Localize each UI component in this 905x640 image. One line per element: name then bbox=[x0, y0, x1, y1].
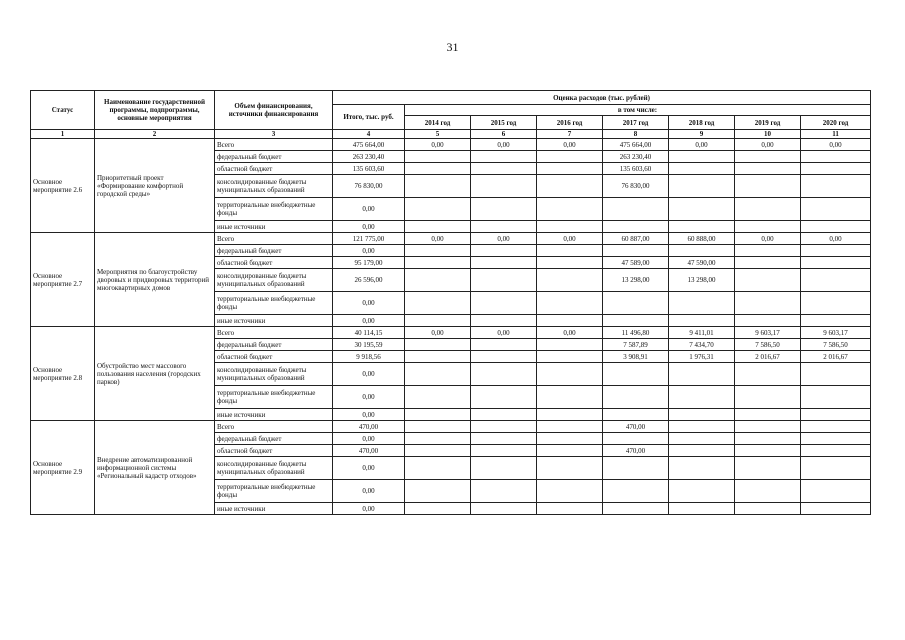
year-value bbox=[801, 433, 871, 445]
year-value bbox=[801, 245, 871, 257]
year-value bbox=[669, 245, 735, 257]
year-value bbox=[603, 245, 669, 257]
year-value bbox=[735, 421, 801, 433]
year-value bbox=[405, 175, 471, 198]
year-value bbox=[405, 198, 471, 221]
year-value bbox=[471, 221, 537, 233]
year-value bbox=[603, 292, 669, 315]
year-value bbox=[405, 457, 471, 480]
header-column-number: 1 bbox=[31, 130, 95, 139]
year-value bbox=[471, 257, 537, 269]
year-value: 470,00 bbox=[603, 445, 669, 457]
year-value bbox=[405, 339, 471, 351]
year-value bbox=[801, 151, 871, 163]
year-value: 76 830,00 bbox=[603, 175, 669, 198]
header-year: 2017 год bbox=[603, 116, 669, 130]
year-value bbox=[669, 386, 735, 409]
year-value: 0,00 bbox=[405, 139, 471, 151]
year-value bbox=[735, 175, 801, 198]
year-value bbox=[603, 457, 669, 480]
year-value bbox=[405, 480, 471, 503]
year-value bbox=[537, 245, 603, 257]
year-value bbox=[735, 198, 801, 221]
total-value: 0,00 bbox=[333, 198, 405, 221]
total-value: 0,00 bbox=[333, 409, 405, 421]
year-value bbox=[537, 445, 603, 457]
header-column-number: 5 bbox=[405, 130, 471, 139]
year-value bbox=[801, 163, 871, 175]
year-value bbox=[405, 421, 471, 433]
year-value: 7 586,50 bbox=[801, 339, 871, 351]
year-value bbox=[735, 221, 801, 233]
year-value bbox=[801, 445, 871, 457]
year-value bbox=[801, 480, 871, 503]
group-status: Основное мероприятие 2.9 bbox=[31, 421, 95, 515]
year-value bbox=[735, 269, 801, 292]
total-value: 0,00 bbox=[333, 386, 405, 409]
year-value bbox=[471, 445, 537, 457]
year-value bbox=[537, 503, 603, 515]
year-value bbox=[537, 421, 603, 433]
year-value bbox=[471, 163, 537, 175]
year-value bbox=[471, 351, 537, 363]
year-value bbox=[669, 198, 735, 221]
financing-source: федеральный бюджет bbox=[215, 433, 333, 445]
year-value bbox=[735, 315, 801, 327]
year-value bbox=[801, 269, 871, 292]
year-value bbox=[471, 409, 537, 421]
year-value bbox=[801, 292, 871, 315]
year-value bbox=[735, 433, 801, 445]
total-value: 30 195,59 bbox=[333, 339, 405, 351]
header-year: 2020 год bbox=[801, 116, 871, 130]
year-value bbox=[537, 151, 603, 163]
year-value: 11 496,80 bbox=[603, 327, 669, 339]
year-value bbox=[735, 292, 801, 315]
financing-source: федеральный бюджет bbox=[215, 339, 333, 351]
total-value: 0,00 bbox=[333, 221, 405, 233]
header-column-number: 6 bbox=[471, 130, 537, 139]
year-value bbox=[537, 363, 603, 386]
year-value bbox=[801, 457, 871, 480]
header-status: Статус bbox=[31, 91, 95, 130]
year-value bbox=[537, 221, 603, 233]
year-value bbox=[537, 339, 603, 351]
year-value bbox=[669, 163, 735, 175]
year-value: 263 230,40 bbox=[603, 151, 669, 163]
group-name: Мероприятия по благоустройству дворовых и придворовых территорий многоквартирных домов bbox=[95, 233, 215, 327]
header-column-number: 7 bbox=[537, 130, 603, 139]
financing-source: консолидированные бюджеты муниципальных образований bbox=[215, 175, 333, 198]
year-value: 2 016,67 bbox=[801, 351, 871, 363]
financing-source: областной бюджет bbox=[215, 257, 333, 269]
year-value: 0,00 bbox=[471, 327, 537, 339]
total-value: 40 114,15 bbox=[333, 327, 405, 339]
year-value bbox=[735, 503, 801, 515]
year-value bbox=[801, 175, 871, 198]
total-value: 26 596,00 bbox=[333, 269, 405, 292]
financing-source: областной бюджет bbox=[215, 445, 333, 457]
year-value bbox=[735, 163, 801, 175]
header-column-number: 9 bbox=[669, 130, 735, 139]
year-value bbox=[471, 503, 537, 515]
table-body bbox=[31, 139, 871, 515]
year-value bbox=[537, 163, 603, 175]
header-estimate: Оценка расходов (тыс. рублей) bbox=[333, 91, 871, 105]
year-value: 13 298,00 bbox=[603, 269, 669, 292]
year-value bbox=[735, 386, 801, 409]
year-value bbox=[471, 480, 537, 503]
year-value bbox=[669, 445, 735, 457]
financing-source: иные источники bbox=[215, 315, 333, 327]
year-value: 135 603,60 bbox=[603, 163, 669, 175]
year-value bbox=[537, 433, 603, 445]
year-value bbox=[801, 409, 871, 421]
year-value bbox=[537, 409, 603, 421]
year-value bbox=[405, 151, 471, 163]
year-value bbox=[735, 457, 801, 480]
year-value bbox=[471, 245, 537, 257]
year-value bbox=[603, 386, 669, 409]
year-value bbox=[405, 163, 471, 175]
year-value bbox=[471, 175, 537, 198]
year-value: 9 603,17 bbox=[801, 327, 871, 339]
year-value bbox=[735, 445, 801, 457]
year-value: 60 887,00 bbox=[603, 233, 669, 245]
year-value bbox=[405, 292, 471, 315]
year-value: 7 587,89 bbox=[603, 339, 669, 351]
table-row bbox=[31, 421, 871, 433]
header-total: Итого, тыс. руб. bbox=[333, 105, 405, 130]
total-value: 76 830,00 bbox=[333, 175, 405, 198]
year-value: 1 976,31 bbox=[669, 351, 735, 363]
year-value bbox=[735, 363, 801, 386]
year-value bbox=[735, 480, 801, 503]
year-value bbox=[537, 315, 603, 327]
year-value bbox=[801, 421, 871, 433]
group-status: Основное мероприятие 2.7 bbox=[31, 233, 95, 327]
year-value bbox=[669, 292, 735, 315]
year-value bbox=[471, 457, 537, 480]
year-value bbox=[669, 409, 735, 421]
total-value: 0,00 bbox=[333, 503, 405, 515]
header-year: 2015 год bbox=[471, 116, 537, 130]
financing-source: территориальные внебюджетные фонды bbox=[215, 292, 333, 315]
financing-source: иные источники bbox=[215, 221, 333, 233]
year-value bbox=[471, 198, 537, 221]
year-value bbox=[537, 257, 603, 269]
financing-source: консолидированные бюджеты муниципальных образований bbox=[215, 269, 333, 292]
header-column-number: 3 bbox=[215, 130, 333, 139]
group-name: Внедрение автоматизированной информационной системы «Региональный кадастр отходов» bbox=[95, 421, 215, 515]
year-value: 0,00 bbox=[405, 327, 471, 339]
total-value: 95 179,00 bbox=[333, 257, 405, 269]
total-value: 0,00 bbox=[333, 363, 405, 386]
year-value bbox=[669, 433, 735, 445]
header-column-number: 11 bbox=[801, 130, 871, 139]
year-value bbox=[471, 315, 537, 327]
financing-source: консолидированные бюджеты муниципальных образований bbox=[215, 457, 333, 480]
year-value bbox=[537, 351, 603, 363]
year-value bbox=[801, 221, 871, 233]
year-value: 9 603,17 bbox=[735, 327, 801, 339]
year-value bbox=[603, 198, 669, 221]
header-program-name: Наименование государственной программы, подпрограммы, основные мероприятия bbox=[95, 91, 215, 130]
year-value bbox=[471, 421, 537, 433]
year-value bbox=[603, 363, 669, 386]
year-value bbox=[537, 175, 603, 198]
year-value bbox=[735, 151, 801, 163]
financing-source: иные источники bbox=[215, 409, 333, 421]
year-value: 0,00 bbox=[735, 233, 801, 245]
page-number: 31 bbox=[446, 40, 459, 54]
financing-source: иные источники bbox=[215, 503, 333, 515]
year-value bbox=[603, 409, 669, 421]
year-value bbox=[801, 257, 871, 269]
year-value bbox=[405, 315, 471, 327]
year-value bbox=[537, 480, 603, 503]
total-value: 9 918,56 bbox=[333, 351, 405, 363]
year-value: 3 908,91 bbox=[603, 351, 669, 363]
year-value: 9 411,01 bbox=[669, 327, 735, 339]
financing-source: Всего bbox=[215, 139, 333, 151]
year-value: 0,00 bbox=[471, 139, 537, 151]
total-value: 470,00 bbox=[333, 445, 405, 457]
year-value: 7 586,50 bbox=[735, 339, 801, 351]
year-value bbox=[537, 386, 603, 409]
financing-source: Всего bbox=[215, 327, 333, 339]
header-year: 2019 год bbox=[735, 116, 801, 130]
year-value bbox=[669, 503, 735, 515]
header-column-number: 10 bbox=[735, 130, 801, 139]
group-status: Основное мероприятие 2.8 bbox=[31, 327, 95, 421]
total-value: 470,00 bbox=[333, 421, 405, 433]
total-value: 0,00 bbox=[333, 292, 405, 315]
year-value bbox=[471, 433, 537, 445]
year-value bbox=[603, 221, 669, 233]
year-value bbox=[735, 257, 801, 269]
financing-source: Всего bbox=[215, 233, 333, 245]
year-value bbox=[405, 386, 471, 409]
financing-source: областной бюджет bbox=[215, 163, 333, 175]
year-value bbox=[405, 409, 471, 421]
year-value bbox=[801, 386, 871, 409]
financing-source: территориальные внебюджетные фонды bbox=[215, 386, 333, 409]
year-value bbox=[735, 245, 801, 257]
total-value: 135 603,60 bbox=[333, 163, 405, 175]
financing-source: федеральный бюджет bbox=[215, 245, 333, 257]
total-value: 0,00 bbox=[333, 480, 405, 503]
group-status: Основное мероприятие 2.6 bbox=[31, 139, 95, 233]
year-value bbox=[669, 480, 735, 503]
financing-source: федеральный бюджет bbox=[215, 151, 333, 163]
financing-source: областной бюджет bbox=[215, 351, 333, 363]
year-value bbox=[801, 198, 871, 221]
header-including: в том числе: bbox=[405, 105, 871, 116]
year-value bbox=[405, 257, 471, 269]
financing-source: территориальные внебюджетные фонды bbox=[215, 480, 333, 503]
year-value: 0,00 bbox=[537, 327, 603, 339]
year-value bbox=[471, 363, 537, 386]
year-value bbox=[735, 409, 801, 421]
year-value bbox=[537, 457, 603, 480]
year-value bbox=[669, 315, 735, 327]
year-value bbox=[471, 339, 537, 351]
year-value bbox=[471, 151, 537, 163]
total-value: 475 664,00 bbox=[333, 139, 405, 151]
year-value bbox=[603, 503, 669, 515]
header-year: 2018 год bbox=[669, 116, 735, 130]
year-value: 0,00 bbox=[735, 139, 801, 151]
year-value: 47 590,00 bbox=[669, 257, 735, 269]
header-column-number: 8 bbox=[603, 130, 669, 139]
year-value: 0,00 bbox=[537, 233, 603, 245]
year-value bbox=[405, 363, 471, 386]
year-value bbox=[669, 421, 735, 433]
table-row bbox=[31, 233, 871, 245]
year-value bbox=[405, 351, 471, 363]
year-value bbox=[537, 292, 603, 315]
year-value bbox=[669, 363, 735, 386]
table-header bbox=[31, 91, 871, 139]
group-name: Обустройство мест массового пользования населения (городских парков) bbox=[95, 327, 215, 421]
year-value bbox=[669, 175, 735, 198]
year-value bbox=[405, 245, 471, 257]
year-value: 2 016,67 bbox=[735, 351, 801, 363]
year-value bbox=[669, 457, 735, 480]
year-value: 60 888,00 bbox=[669, 233, 735, 245]
table-row bbox=[31, 139, 871, 151]
year-value bbox=[669, 221, 735, 233]
year-value bbox=[471, 386, 537, 409]
total-value: 121 775,00 bbox=[333, 233, 405, 245]
year-value: 0,00 bbox=[405, 233, 471, 245]
year-value: 0,00 bbox=[801, 139, 871, 151]
year-value bbox=[405, 221, 471, 233]
header-year: 2016 год bbox=[537, 116, 603, 130]
year-value bbox=[405, 445, 471, 457]
year-value: 475 664,00 bbox=[603, 139, 669, 151]
year-value: 0,00 bbox=[537, 139, 603, 151]
year-value bbox=[801, 363, 871, 386]
total-value: 0,00 bbox=[333, 433, 405, 445]
year-value bbox=[405, 503, 471, 515]
year-value: 0,00 bbox=[801, 233, 871, 245]
year-value bbox=[603, 433, 669, 445]
total-value: 0,00 bbox=[333, 315, 405, 327]
year-value bbox=[801, 503, 871, 515]
year-value: 0,00 bbox=[669, 139, 735, 151]
header-year: 2014 год bbox=[405, 116, 471, 130]
year-value bbox=[603, 315, 669, 327]
year-value bbox=[669, 151, 735, 163]
budget-table bbox=[30, 90, 871, 515]
year-value: 7 434,70 bbox=[669, 339, 735, 351]
year-value bbox=[405, 433, 471, 445]
total-value: 0,00 bbox=[333, 245, 405, 257]
year-value bbox=[801, 315, 871, 327]
year-value bbox=[405, 269, 471, 292]
year-value bbox=[471, 292, 537, 315]
header-financing: Объем финансирования, источники финансирования bbox=[215, 91, 333, 130]
table-row bbox=[31, 327, 871, 339]
total-value: 0,00 bbox=[333, 457, 405, 480]
year-value bbox=[537, 198, 603, 221]
year-value: 47 589,00 bbox=[603, 257, 669, 269]
total-value: 263 230,40 bbox=[333, 151, 405, 163]
header-column-number: 2 bbox=[95, 130, 215, 139]
year-value bbox=[603, 480, 669, 503]
header-column-number: 4 bbox=[333, 130, 405, 139]
year-value: 0,00 bbox=[471, 233, 537, 245]
year-value bbox=[537, 269, 603, 292]
financing-source: территориальные внебюджетные фонды bbox=[215, 198, 333, 221]
financing-source: консолидированные бюджеты муниципальных образований bbox=[215, 363, 333, 386]
year-value bbox=[471, 269, 537, 292]
group-name: Приоритетный проект «Формирование комфортной городской среды» bbox=[95, 139, 215, 233]
year-value: 470,00 bbox=[603, 421, 669, 433]
year-value: 13 298,00 bbox=[669, 269, 735, 292]
financing-source: Всего bbox=[215, 421, 333, 433]
